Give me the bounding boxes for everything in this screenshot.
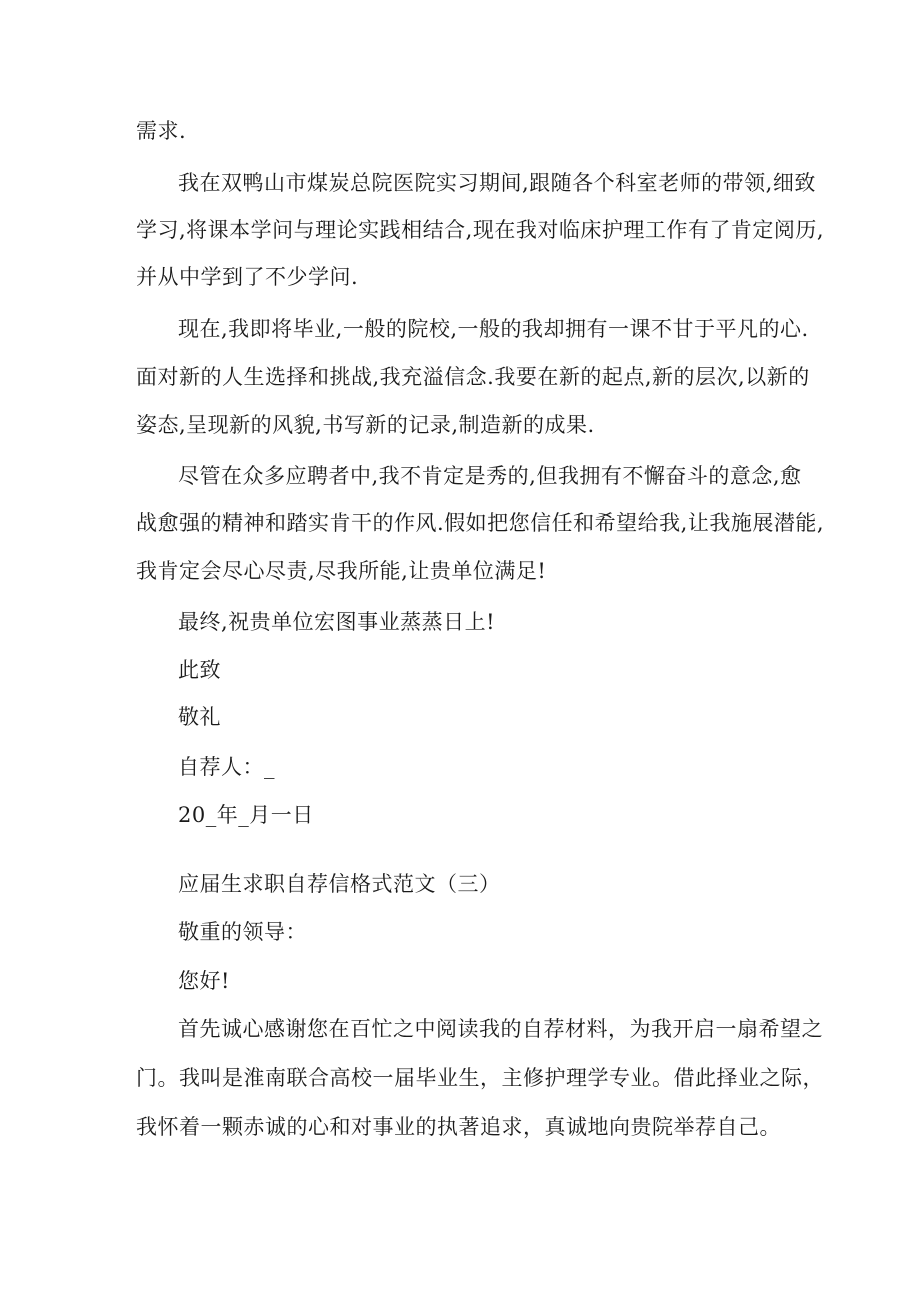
paragraph-line: 我在双鸭山市煤炭总院医院实习期间,跟随各个科室老师的带领,细致 <box>178 171 816 195</box>
text-line: 需求. <box>136 119 187 143</box>
text-line: 学习,将课本学问与理论实践相结合,现在我对临床护理工作有了肯定阅历, <box>136 218 825 242</box>
text-line: 门。我叫是淮南联合高校一届毕业生，主修护理学专业。借此择业之际， <box>136 1066 824 1090</box>
text-line: 面对新的人生选择和挑战,我充溢信念.我要在新的起点,新的层次,以新的 <box>136 365 810 389</box>
text-line: 并从中学到了不少学问. <box>136 265 359 289</box>
greeting-line: 敬重的领导： <box>178 920 307 944</box>
closing-line: 最终,祝贵单位宏图事业蒸蒸日上! <box>178 610 496 634</box>
greeting-line: 您好! <box>178 969 230 993</box>
paragraph-line: 现在,我即将毕业,一般的院校,一般的我却拥有一课不甘于平凡的心. <box>178 317 809 341</box>
date-line: 20_年_月一日 <box>178 803 314 827</box>
text-line: 姿态,呈现新的风貌,书写新的记录,制造新的成果. <box>136 413 595 437</box>
signature-line: 自荐人：_ <box>178 755 275 779</box>
paragraph-line: 尽管在众多应聘者中,我不肯定是秀的,但我拥有不懈奋斗的意念,愈 <box>178 464 802 488</box>
paragraph-line: 首先诚心感谢您在百忙之中阅读我的自荐材料，为我开启一扇希望之 <box>178 1017 823 1041</box>
text-line: 我怀着一颗赤诚的心和对事业的执著追求，真诚地向贵院举荐自己。 <box>136 1115 781 1139</box>
text-line: 我肯定会尽心尽责,尽我所能,让贵单位满足! <box>136 559 547 583</box>
salutation-line: 敬礼 <box>178 705 221 729</box>
section-title: 应届生求职自荐信格式范文（三） <box>178 872 501 896</box>
salutation-line: 此致 <box>178 658 221 682</box>
text-line: 战愈强的精神和踏实肯干的作风.假如把您信任和希望给我,让我施展潜能, <box>136 511 825 535</box>
